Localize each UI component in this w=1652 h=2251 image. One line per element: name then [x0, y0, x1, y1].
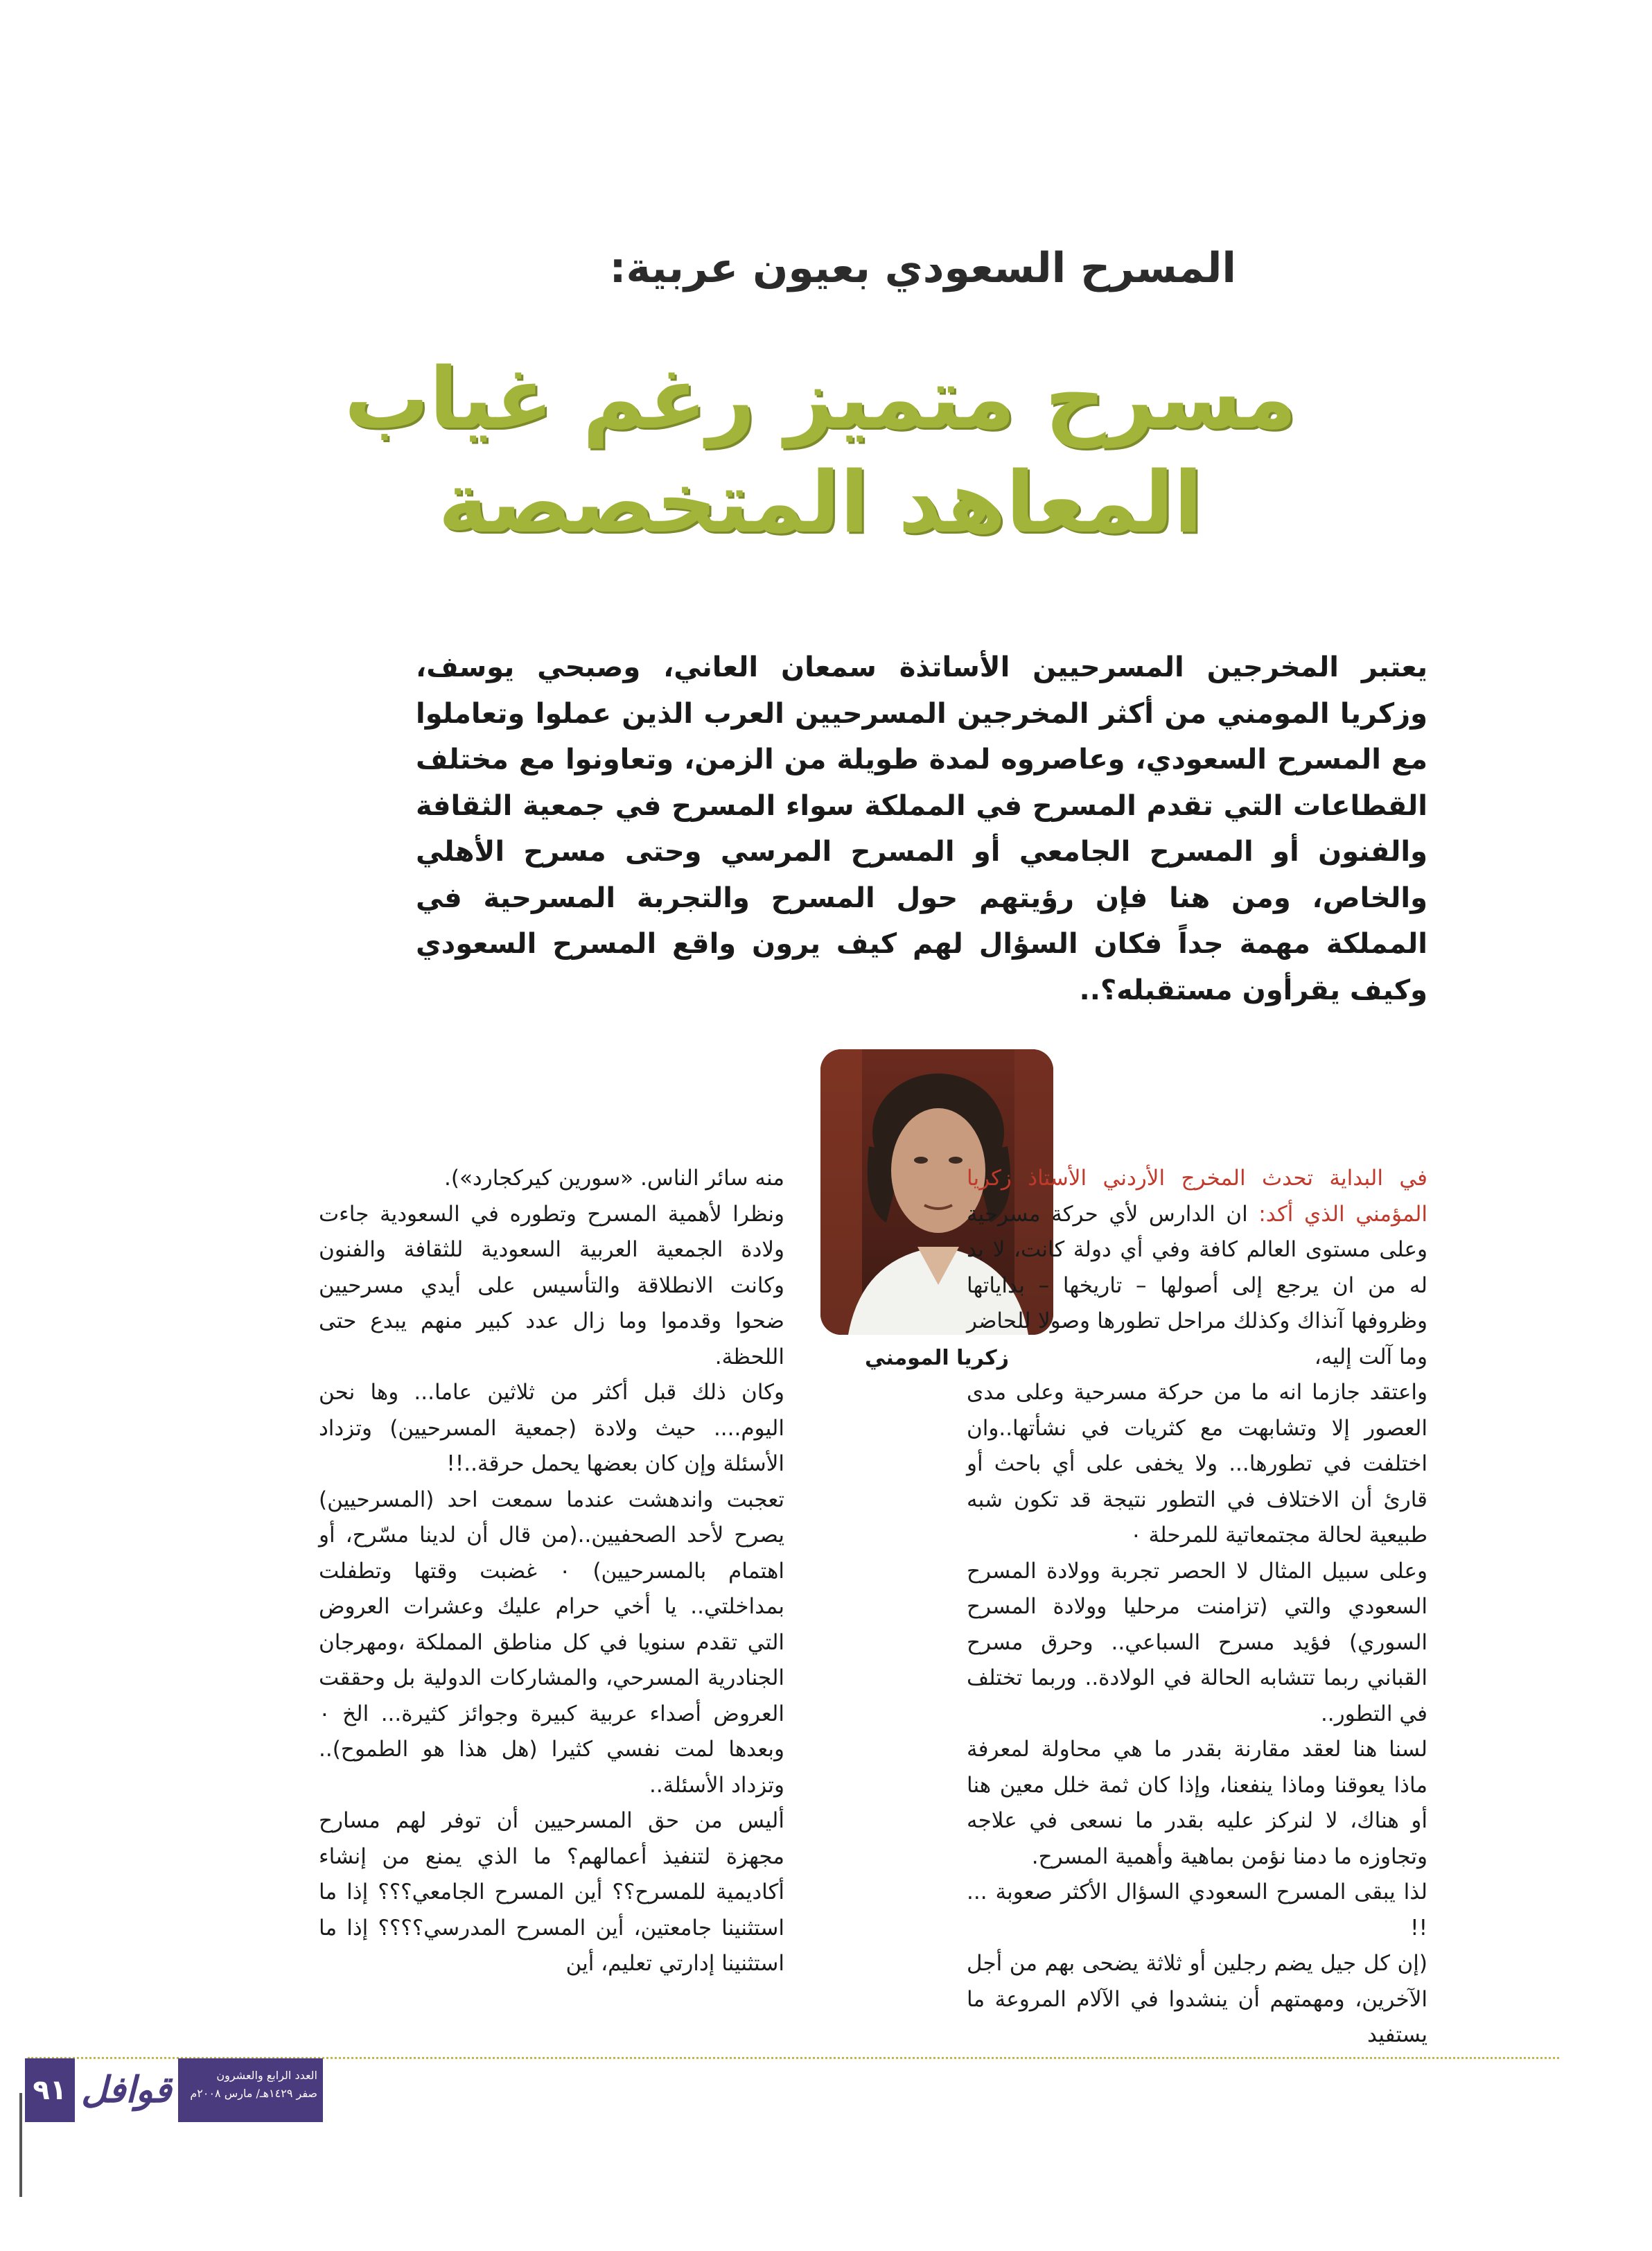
intro-paragraph: [967, 1161, 1427, 1375]
right-column: [967, 1161, 1427, 2053]
body-paragraph: وعلى سبيل المثال لا الحصر تجربة وولادة المسرح السعودي والتي (تزامنت مرحليا وولادة المسرح السوري) فؤيد مسرح السباعي.. وحرق مسرح القباني ربما تتشابه الحالة في الولادة.. وربما تختلف في التطور..: [967, 1558, 1427, 1726]
article-headline: [280, 347, 1361, 554]
body-paragraph: واعتقد جازما انه ما من حركة مسرحية وعلى مدى العصور إلا وتشابهت مع كثريات في نشأتها..وان اختلفت في تطورها... ولا يخفى على أي باحث أو قارئ أن الاختلاف في التطور نتيجة قد تكون شبه طبيعية لحالة مجتمعاتية للمرحلة ٠: [967, 1380, 1427, 1548]
page-number: ٩١: [25, 2058, 75, 2122]
left-column: [319, 1161, 784, 1982]
issue-number: العدد الرابع والعشرون: [216, 2069, 317, 2082]
body-paragraph: (إن كل جيل يضم رجلين أو ثلاثة يضحى بهم من أجل الآخرين، ومهمتهم أن ينشدوا في الآلام المروعة ما يستفيد: [967, 1951, 1427, 2047]
headline-line-2: المعاهد المتخصصة: [438, 453, 1203, 552]
magazine-logo: قوافل: [81, 2069, 172, 2111]
body-paragraph: منه سائر الناس. «سورين كيركجارد»).: [444, 1166, 784, 1191]
body-paragraph: لسنا هنا لعقد مقارنة بقدر ما هي محاولة لمعرفة ماذا يعوقنا وماذا ينفعنا، وإذا كان ثمة خلل معين هنا أو هناك، لا لنركز عليه بقدر ما نسعى في علاجه وتجاوزه ما دمنا نؤمن بماهية وأهمية المسرح.: [967, 1737, 1427, 1869]
page-footer: [25, 2058, 323, 2122]
margin-mark: [19, 2093, 22, 2197]
issue-date: صفر ١٤٢٩هـ/ مارس ٢٠٠٨م: [190, 2087, 317, 2100]
intro-text: ان الدارس لأي حركة مسرحية وعلى مستوى العالم كافة وفي أي دولة كانت، لا بد له من ان يرجع إلى أصولها – تاريخها – بداياتها وظروفها آنذاك وكذلك مراحل تطورها وصولا للحاضر وما آلت إليه،: [967, 1201, 1427, 1369]
body-paragraph: وكان ذلك قبل أكثر من ثلاثين عاما... وها نحن اليوم.... حيث ولادة (جمعية المسرحيين) وتزداد الأسئلة وإن كان بعضها يحمل حرقة..!!: [319, 1380, 784, 1476]
body-paragraph: أليس من حق المسرحيين أن توفر لهم مسارح مجهزة لتنفيذ أعمالهم؟ ما الذي يمنع من إنشاء أكاديمية للمسرح؟؟ أين المسرح الجامعي؟؟؟ إذا ما استثنينا جامعتين، أين المسرح المدرسي؟؟؟؟ إذا ما استثنينا إدارتي تعليم، أين: [319, 1808, 784, 1976]
body-paragraph: ونظرا لأهمية المسرح وتطوره في السعودية جاءت ولادة الجمعية العربية السعودية للثقافة والفنون وكانت الانطلاقة والتأسيس على أيدي مسرحيين ضحوا وقدموا وما زال عدد كبير منهم يبدع حتى اللحظة.: [319, 1201, 784, 1369]
article-lead: [416, 645, 1427, 1013]
body-paragraph: تعجبت واندهشت عندما سمعت احد (المسرحيين) يصرح لأحد الصحفيين..(من قال أن لدينا مسّرح، أو اهتمام بالمسرحيين) ٠ غضبت وقتها وتطفلت بمداخلتي.. يا أخي حرام عليك وعشرات العروض التي تقدم سنويا في كل مناطق المملكة ،ومهرجان الجنادرية المسرحي، والمشاركات الدولية بل وحققت العروض أصداء عربية كبيرة وجوائز كثيرة... الخ ٠ وبعدها لمت نفسي كثيرا (هل هذا هو الطموح).. وتزداد الأسئلة..: [319, 1487, 784, 1798]
headline-line-1: مسرح متميز رغم غياب: [344, 349, 1297, 448]
issue-info: [178, 2058, 323, 2122]
intro-highlight: في البداية تحدث المخرج الأردني الأستاذ زكريا المؤمني الذي أكد:: [967, 1166, 1427, 1227]
lead-paragraph: يعتبر المخرجين المسرحيين الأساتذة سمعان العاني، وصبحي يوسف، وزكريا المومني من أكثر المخرجين المسرحيين العرب الذين عملوا وتعاملوا مع المسرح السعودي، وعاصروه لمدة طويلة من الزمن، وتعاونوا مع مختلف القطاعات التي تقدم المسرح في المملكة سواء المسرح في جمعية الثقافة والفنون أو المسرح الجامعي أو المسرح المرسي وحتى مسرح الأهلي والخاص، ومن هنا فإن رؤيتهم حول المسرح والتجربة المسرحية في المملكة مهمة جداً فكان السؤال لهم كيف يرون واقع المسرح السعودي وكيف يقرأون مستقبله؟..: [416, 651, 1427, 1006]
article-kicker: المسرح السعودي بعيون عربية:: [609, 244, 1236, 292]
photo-caption: زكريا المومني: [865, 1346, 1009, 1370]
body-paragraph: لذا يبقى المسرح السعودي السؤال الأكثر صعوبة ... !!: [967, 1880, 1427, 1941]
